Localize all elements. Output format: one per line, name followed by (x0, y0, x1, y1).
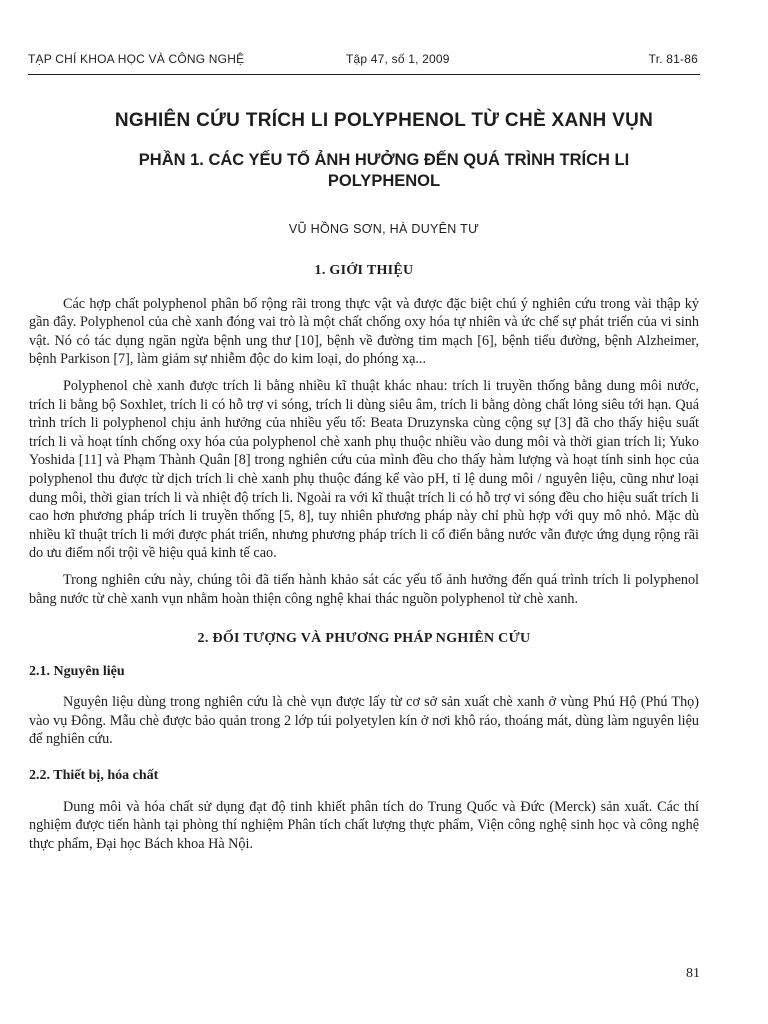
authors: VŨ HỒNG SƠN, HÀ DUYÊN TƯ (288, 222, 480, 236)
subsection-heading-materials: 2.1. Nguyên liệu (29, 663, 125, 679)
subsection-heading-equipment: 2.2. Thiết bị, hóa chất (29, 768, 159, 784)
journal-name: TẠP CHÍ KHOA HỌC VÀ CÔNG NGHỆ (28, 52, 245, 66)
intro-paragraph: Các hợp chất polyphenol phân bố rộng rãi trong thực vật và được đặc biệt chú ý nghiên cứu trong vài thập kỷ gần đây. Polyphenol của chè xanh đóng vai trò là một chất chống oxy hóa tự nhiên và ức chế sự phát triển của vi sinh vật. Nó có tác dụng ngăn ngừa bệnh ung thư [10], bệnh về đường tim mạch [6], bệnh tiểu đường, bệnh Alzheimer, bệnh Parkison [7], làm giảm sự nhiễm độc do kim loại, do phóng xạ... (29, 295, 699, 368)
page-range: Tr. 81-86 (648, 52, 698, 66)
paper-subtitle: PHẦN 1. CÁC YẾU TỐ ẢNH HƯỞNG ĐẾN QUÁ TRÌNH TRÍCH LI POLYPHENOL (138, 151, 630, 190)
section-heading-methods: 2. ĐỐI TƯỢNG VÀ PHƯƠNG PHÁP NGHIÊN CỨU (197, 631, 531, 647)
volume-info: Tập 47, số 1, 2009 (346, 52, 450, 66)
section-heading-intro: 1. GIỚI THIỆU (314, 263, 414, 278)
intro-paragraph: Polyphenol chè xanh được trích li bằng nhiều kĩ thuật khác nhau: trích li truyền thống bằng dung môi nước, trích li bằng bộ Soxhlet, trích li có hỗ trợ vi sóng, trích li dùng siêu âm, trích li bằng dòng chất lỏng siêu tới hạn. Quá trình trích li polyphenol chịu ảnh hưởng của nhiều yếu tố: Beata Druzynska cùng cộng sự [3] đã cho thấy hiệu suất trích li và hoạt tính chống oxy hóa của polyphenol chè xanh phụ thuộc nhiều vào dung môi và thời gian trích li; Yuko Yoshida [11] và Phạm Thành Quân [8] trong nghiên cứu của mình đều cho thấy hàm lượng và hoạt tính sinh học của polyphenol thu được từ dịch trích li chè xanh phụ thuộc đáng kể vào pH, tỉ lệ dung môi / nguyên liệu, cũng như loại dung môi, thời gian trích li và nhiệt độ trích li. Ngoài ra với kĩ thuật trích li có hỗ trợ vi sóng đều cho hiệu suất trích li cao hơn phương pháp trích li truyền thống [5, 8], tuy nhiên phương pháp này chỉ phù hợp với quy mô nhỏ. Mặc dù nhiều kĩ thuật trích li mới được phát triển, nhưng phương pháp trích li cổ điển bằng nước vẫn được ứng dụng rộng rãi do ưu điểm nổi trội về hiệu quả kinh tế cao. (29, 377, 699, 562)
intro-paragraph: Trong nghiên cứu này, chúng tôi đã tiến hành khảo sát các yếu tố ảnh hưởng đến quá trình trích li polyphenol bằng nước từ chè xanh vụn nhằm hoàn thiện công nghệ khai thác nguồn polyphenol từ chè xanh. (29, 571, 699, 607)
paper-body (29, 262, 699, 861)
running-header (28, 52, 698, 72)
equipment-paragraph: Dung môi và hóa chất sử dụng đạt độ tinh khiết phân tích do Trung Quốc và Đức (Merck) sản xuất. Các thí nghiệm được tiến hành tại phòng thí nghiệm Phân tích chất lượng thực phẩm, Viện công nghệ sinh học và công nghệ thực phẩm, Đại học Bách khoa Hà Nội. (29, 798, 699, 852)
page-number: 81 (686, 966, 700, 981)
header-divider (28, 74, 700, 75)
paper-title: NGHIÊN CỨU TRÍCH LI POLYPHENOL TỪ CHÈ XANH VỤN (114, 110, 654, 131)
materials-paragraph: Nguyên liệu dùng trong nghiên cứu là chè vụn được lấy từ cơ sở sản xuất chè xanh ở vùng Phú Hộ (Phú Thọ) vào vụ Đông. Mẫu chè được bảo quản trong 2 lớp túi polyetylen kín ở nơi khô ráo, thoáng mát, dùng làm nguyên liệu để nghiên cứu. (29, 694, 699, 748)
